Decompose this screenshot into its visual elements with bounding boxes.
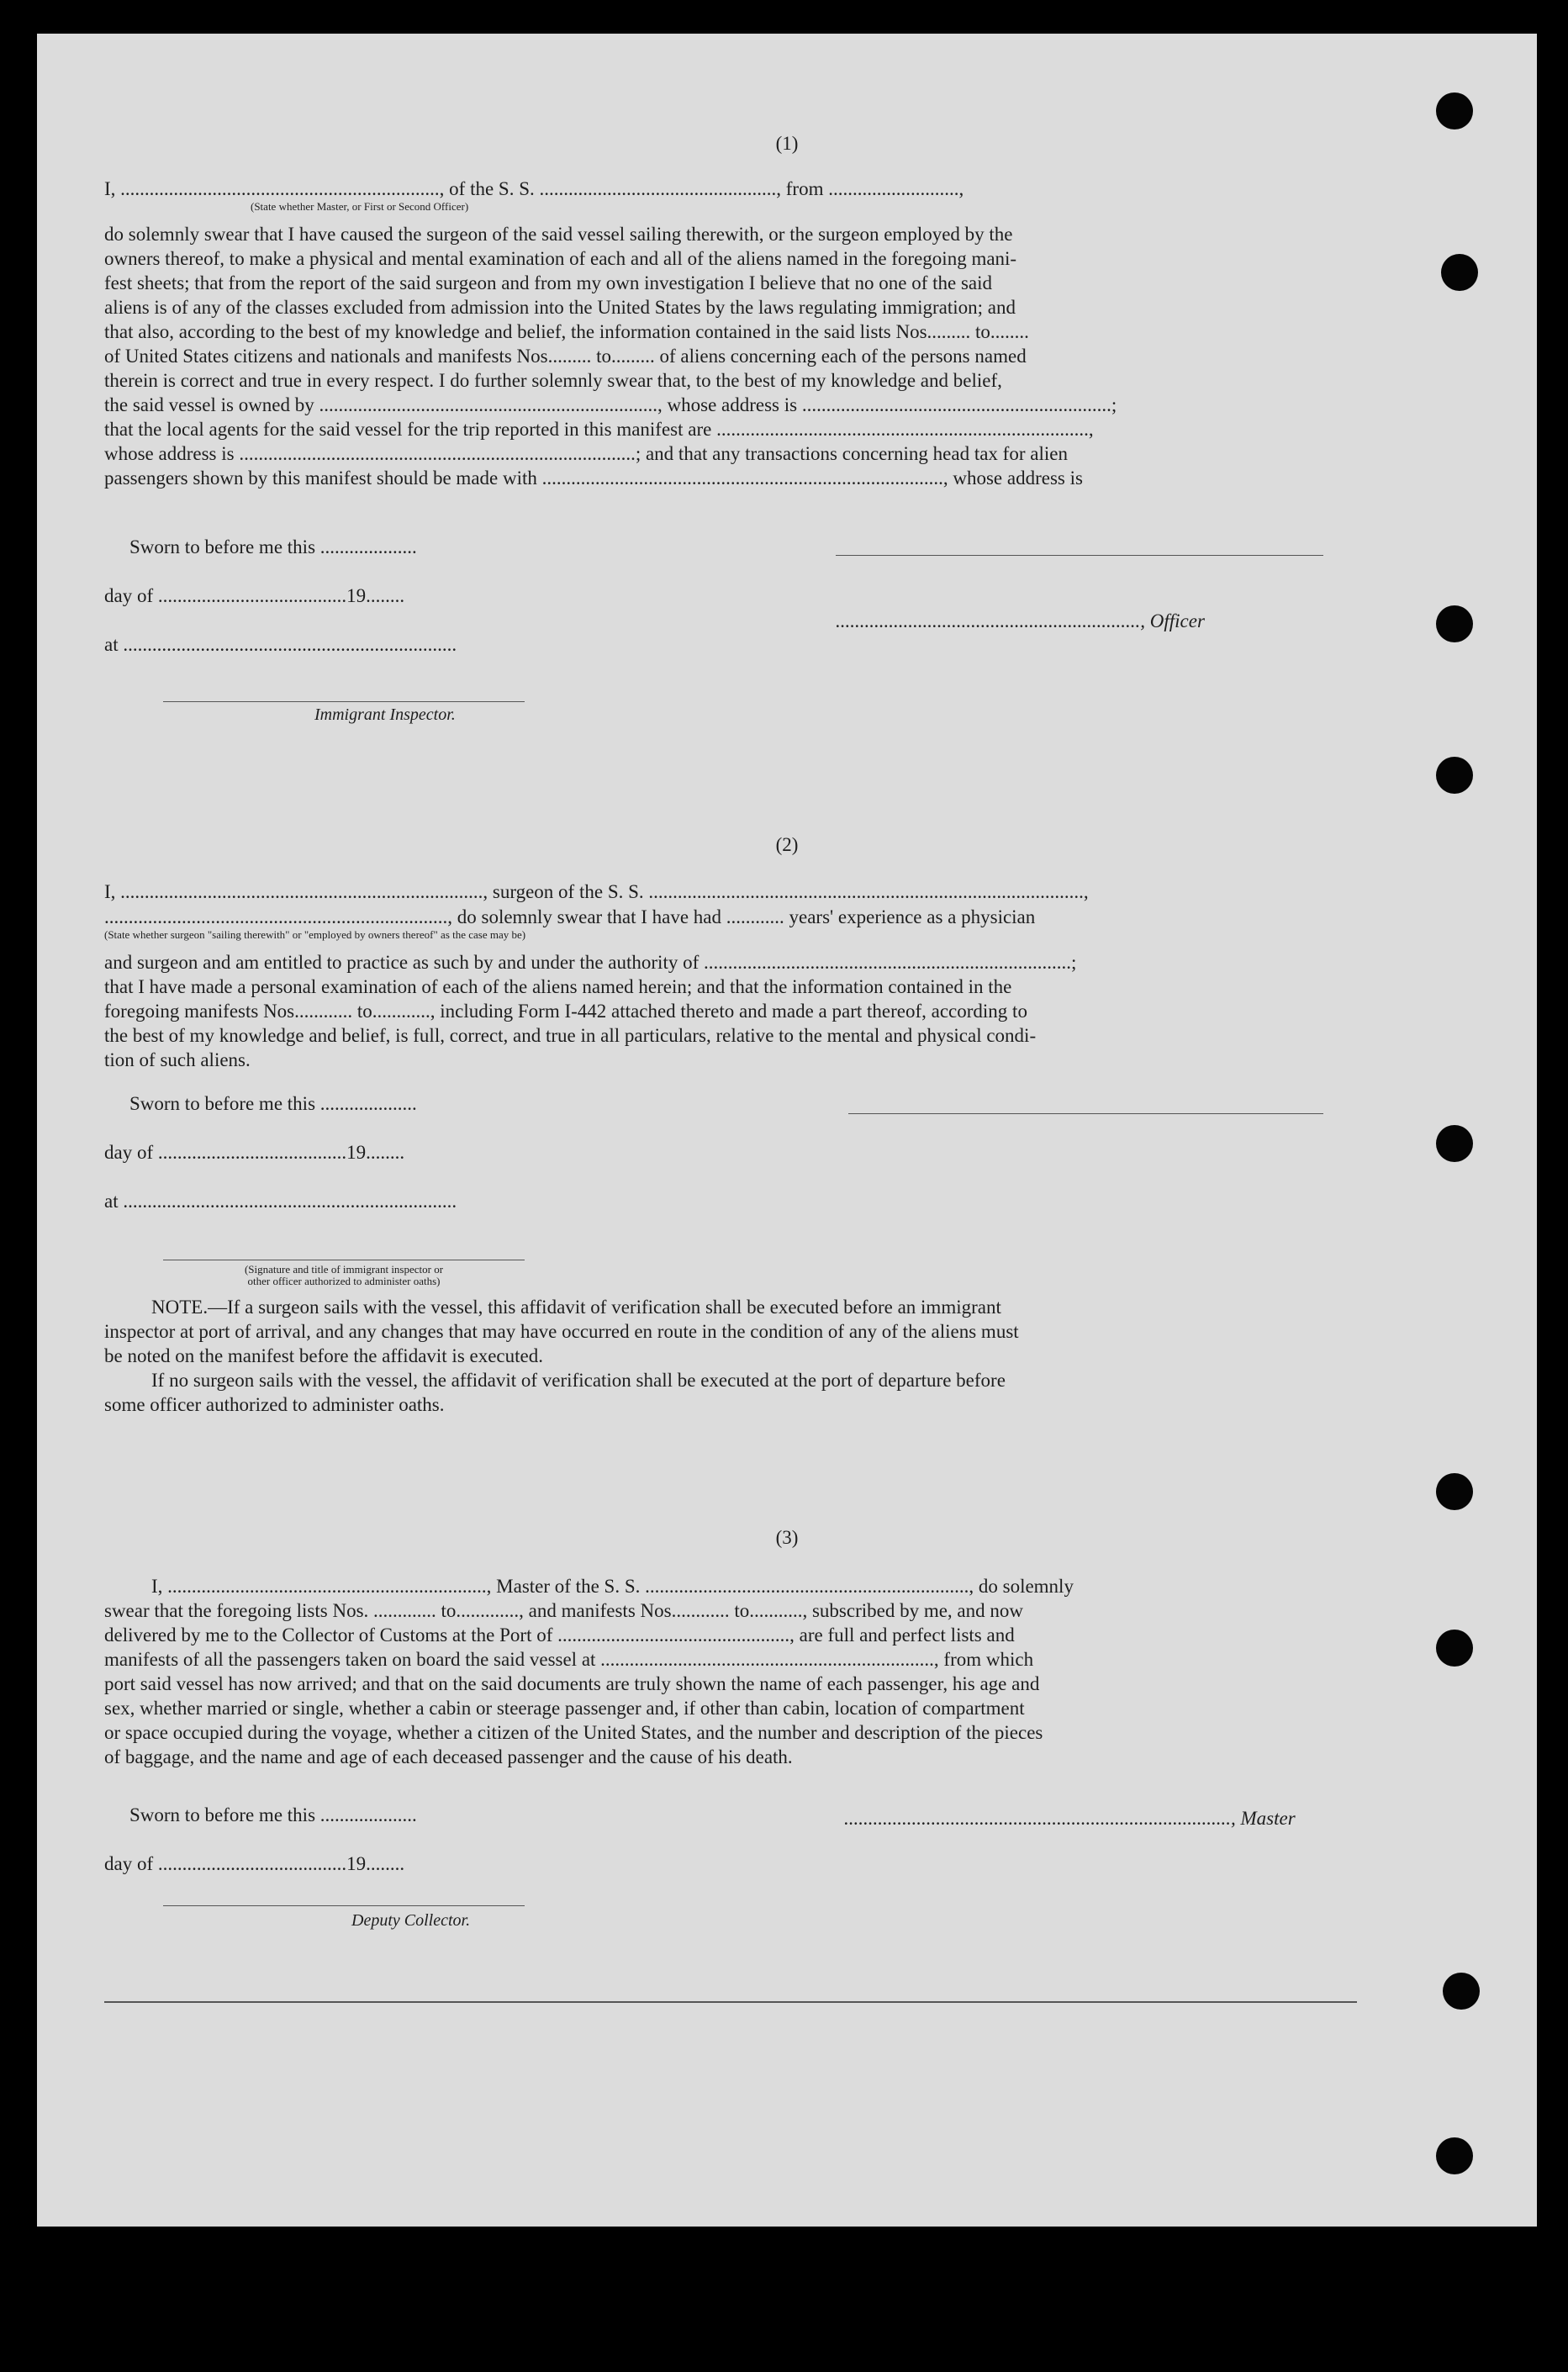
oath-line: I, .................................................................., Master of the S. S. ..................................................................., do solemnly <box>151 1576 1074 1597</box>
punch-hole <box>1436 605 1473 642</box>
section-2-line-1: I, ..........................................................................., surgeon of the S. S. .........................................................................................., <box>104 881 1089 902</box>
section-2-line-2: ......................................................................., do solemnly swear that I have had ............ years' experience as a physician <box>104 906 1036 927</box>
oath-line: and surgeon and am entitled to practice as such by and under the authority of ............................................................................; <box>104 952 1077 973</box>
section-1-at: at ..................................................................... <box>104 634 457 655</box>
oath-line: delivered by me to the Collector of Customs at the Port of ................................................, are full and perfect lists and <box>104 1624 1015 1646</box>
oath-line: that the local agents for the said vessel for the trip reported in this manifest are ............................................................................., <box>104 419 1094 440</box>
section-1-number: (1) <box>775 133 799 154</box>
section-3-collector: Deputy Collector. <box>351 1911 471 1930</box>
signature-line <box>163 701 525 702</box>
oath-line: port said vessel has now arrived; and that on the said documents are truly shown the name of each passenger, his age and <box>104 1673 1040 1694</box>
oath-line: fest sheets; that from the report of the said surgeon and from my own investigation I believe that no one of the said <box>104 272 993 293</box>
section-2-number: (2) <box>775 834 799 855</box>
section-2-sig-caption-2: other officer authorized to administer oaths) <box>247 1275 441 1287</box>
section-3-day: day of .......................................19........ <box>104 1853 405 1874</box>
oath-line: foregoing manifests Nos............ to............, including Form I-442 attached thereto and made a part thereof, according to <box>104 1001 1027 1022</box>
oath-line: swear that the foregoing lists Nos. ............. to............., and manifests Nos............ to..........., subscribed by me, and now <box>104 1600 1024 1621</box>
oath-line: that I have made a personal examination of each of the aliens named herein; and that the information contained in the <box>104 976 1012 997</box>
section-3-sworn: Sworn to before me this .................... <box>129 1804 417 1825</box>
note-line: be noted on the manifest before the affidavit is executed. <box>104 1345 543 1366</box>
punch-hole <box>1436 92 1473 129</box>
section-1-officer: ..............................................................., Officer <box>836 610 1205 631</box>
oath-line: of baggage, and the name and age of each deceased passenger and the cause of his death. <box>104 1746 793 1767</box>
punch-hole <box>1441 254 1478 291</box>
section-2-sworn: Sworn to before me this .................... <box>129 1093 417 1114</box>
oath-line: aliens is of any of the classes excluded from admission into the United States by the laws regulating immigration; and <box>104 297 1016 318</box>
signature-line <box>163 1905 525 1906</box>
section-1-inspector: Immigrant Inspector. <box>314 705 456 724</box>
oath-line: tion of such aliens. <box>104 1049 251 1070</box>
section-2-at: at ..................................................................... <box>104 1191 457 1212</box>
section-1-line-1: I, .................................................................., of the S. S. ................................................., from ..........................., <box>104 178 964 199</box>
section-1-sworn: Sworn to before me this .................... <box>129 536 417 557</box>
note-line: If no surgeon sails with the vessel, the affidavit of verification shall be executed at the port of departure before <box>151 1370 1006 1391</box>
punch-hole <box>1436 1473 1473 1510</box>
oath-line: of United States citizens and nationals and manifests Nos......... to......... of aliens concerning each of the persons named <box>104 346 1027 367</box>
punch-hole <box>1436 2137 1473 2174</box>
section-1-day: day of .......................................19........ <box>104 585 405 606</box>
oath-line: therein is correct and true in every respect. I do further solemnly swear that, to the best of my knowledge and belief, <box>104 370 1002 391</box>
oath-line: do solemnly swear that I have caused the surgeon of the said vessel sailing therewith, or the surgeon employed by the <box>104 224 1013 245</box>
oath-line: that also, according to the best of my knowledge and belief, the information contained in the said lists Nos......... to........ <box>104 321 1029 342</box>
section-3-master: ................................................................................, Master <box>844 1808 1296 1829</box>
document-page <box>37 34 1537 2227</box>
oath-line: or space occupied during the voyage, whether a citizen of the United States, and the number and description of the pieces <box>104 1722 1043 1743</box>
section-3-number: (3) <box>775 1527 799 1548</box>
note-line: inspector at port of arrival, and any changes that may have occurred en route in the condition of any of the aliens must <box>104 1321 1019 1342</box>
oath-line: the said vessel is owned by ......................................................................, whose address is ................................................................; <box>104 394 1117 415</box>
bottom-rule <box>104 2001 1357 2003</box>
punch-hole <box>1443 1973 1480 2010</box>
oath-line: owners thereof, to make a physical and mental examination of each and all of the aliens named in the foregoing mani- <box>104 248 1017 269</box>
oath-line: manifests of all the passengers taken on board the said vessel at ....................................................................., from which <box>104 1649 1034 1670</box>
signature-line <box>836 555 1323 556</box>
oath-line: whose address is ..................................................................................; and that any transactions concerning head tax for alien <box>104 443 1068 464</box>
punch-hole <box>1436 1630 1473 1667</box>
note-line: NOTE.—If a surgeon sails with the vessel, this affidavit of verification shall be executed before an immigrant <box>151 1297 1001 1318</box>
oath-line: sex, whether married or single, whether a cabin or steerage passenger and, if other than cabin, location of compartment <box>104 1698 1025 1719</box>
punch-hole <box>1436 1125 1473 1162</box>
section-2-caption: (State whether surgeon "sailing therewith" or "employed by owners thereof" as the case may be) <box>104 928 526 941</box>
oath-line: the best of my knowledge and belief, is full, correct, and true in all particulars, relative to the mental and physical condi- <box>104 1025 1037 1046</box>
section-2-sig-caption-1: (Signature and title of immigrant inspector or <box>244 1263 444 1276</box>
oath-line: passengers shown by this manifest should be made with ..................................................................................., whose address is <box>104 468 1083 489</box>
section-1-caption: (State whether Master, or First or Second Officer) <box>251 200 469 213</box>
section-2-day: day of .......................................19........ <box>104 1142 405 1163</box>
punch-hole <box>1436 757 1473 794</box>
signature-line <box>848 1113 1323 1114</box>
note-line: some officer authorized to administer oaths. <box>104 1394 445 1415</box>
